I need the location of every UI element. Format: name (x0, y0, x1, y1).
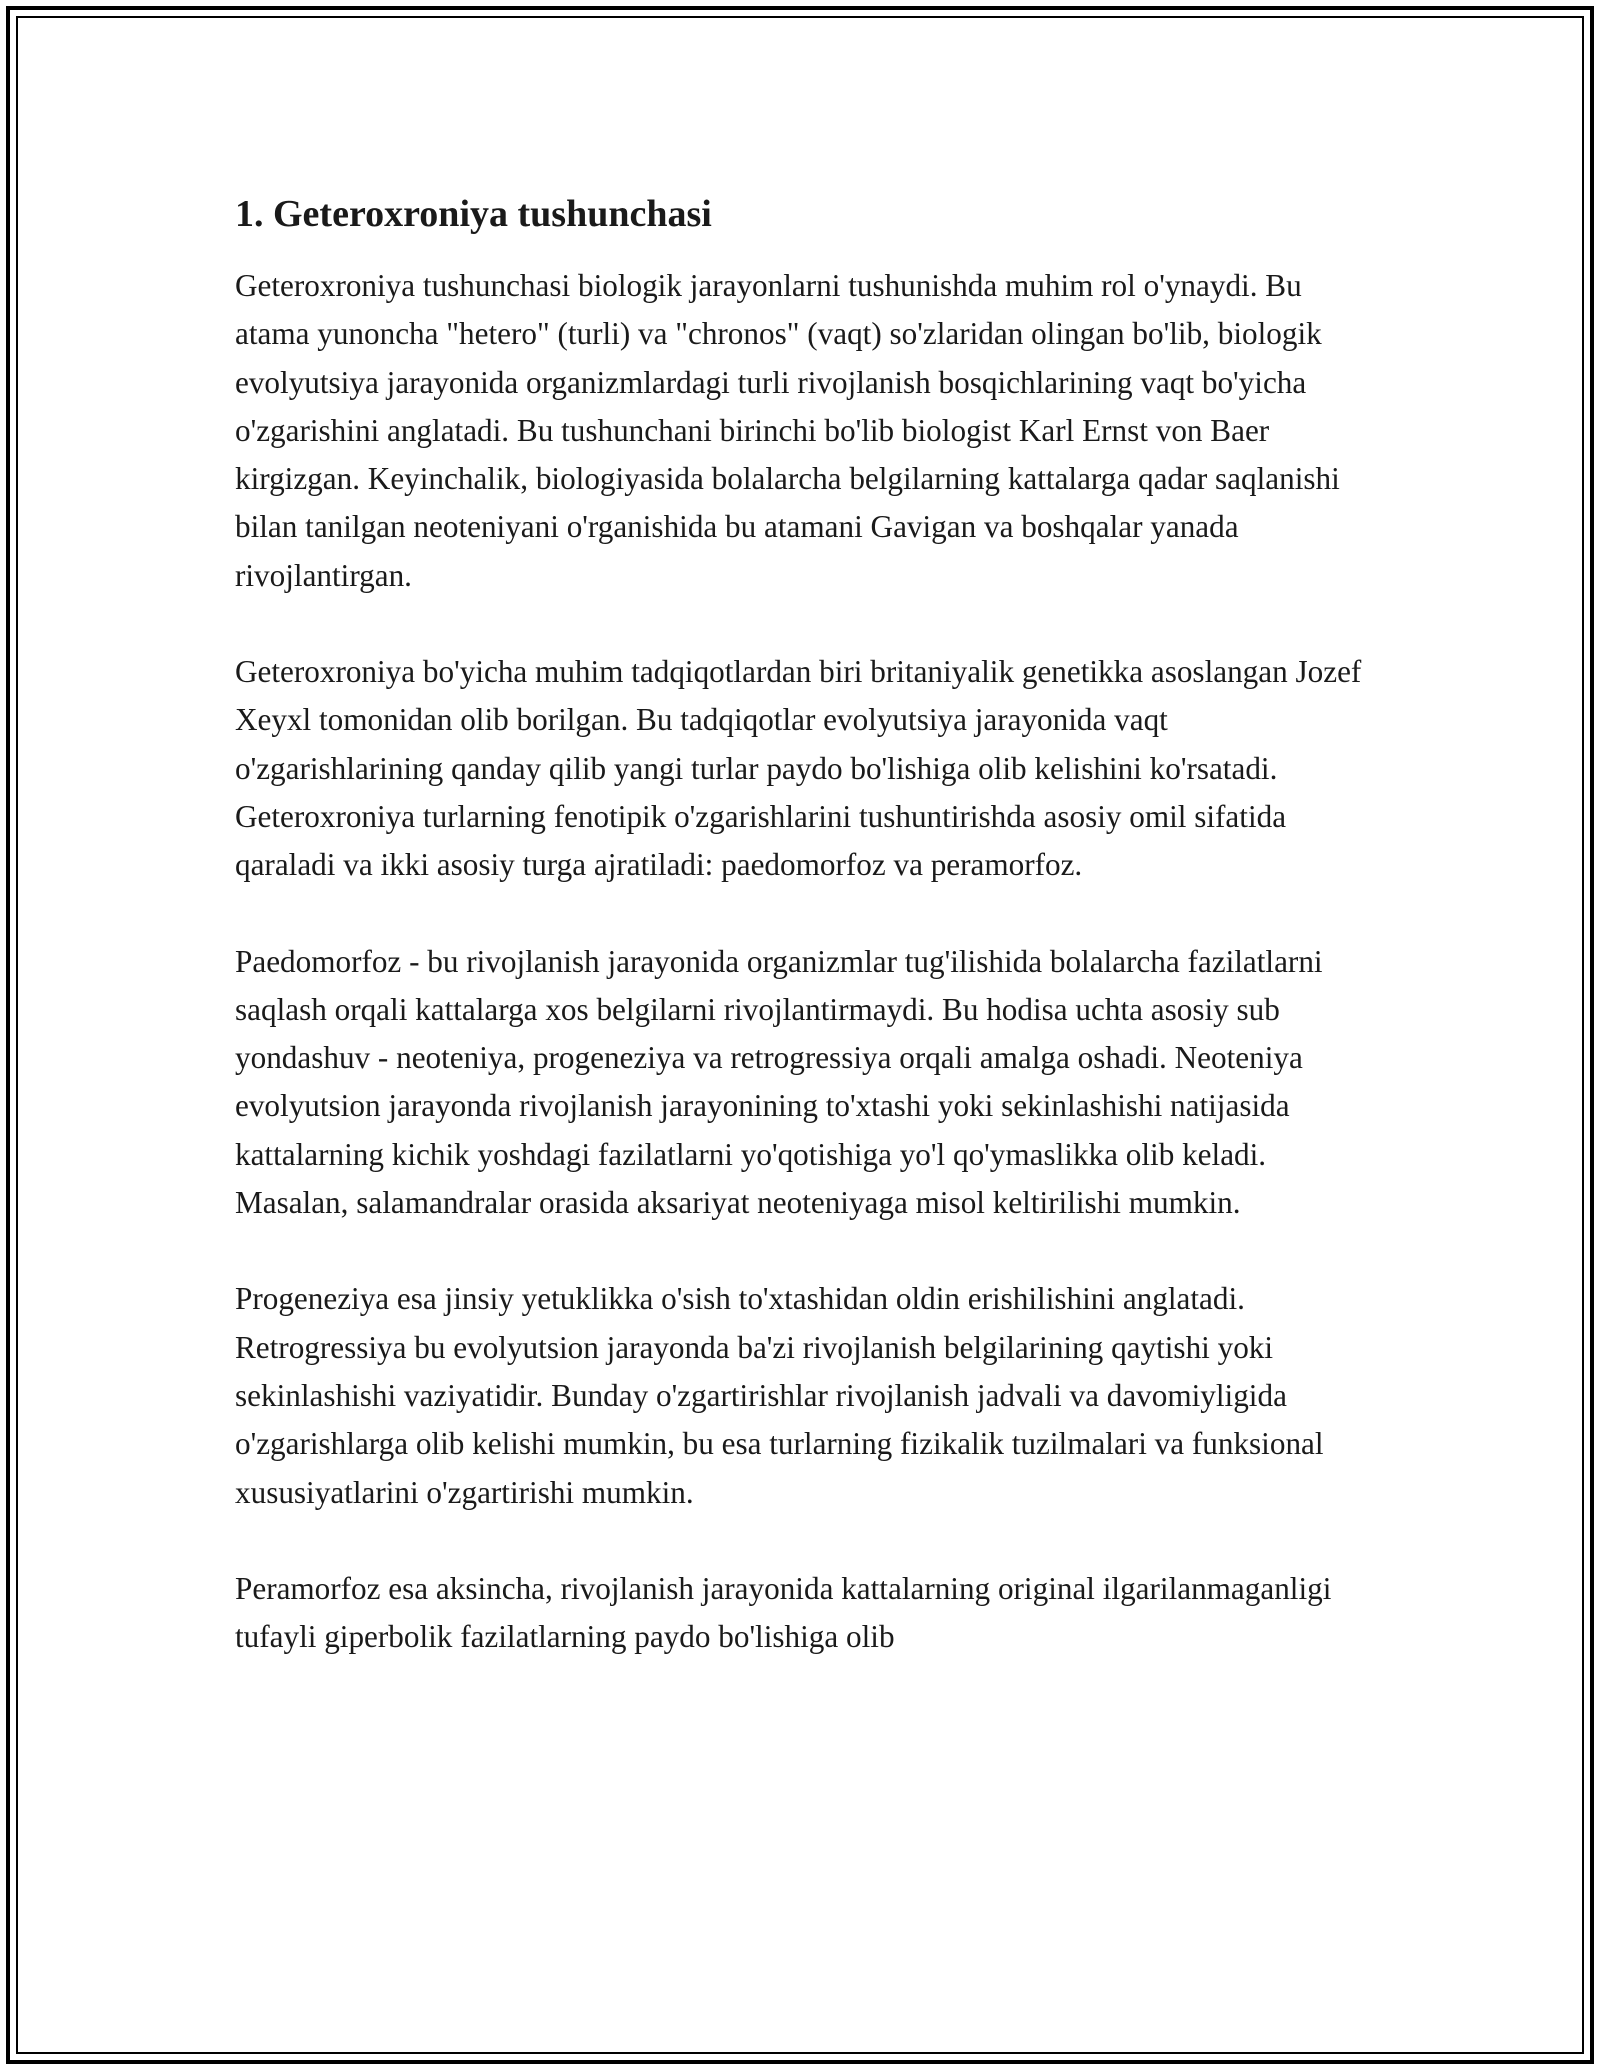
paragraph-intro: Geteroxroniya tushunchasi biologik jarayonlarni tushunishda muhim rol o'ynaydi. Bu atama yunoncha "hetero" (turli) va "chronos" (vaqt) so'zlaridan olingan bo'lib, biologik evolyutsiya jarayonida organizmlardagi turli rivojlanish bosqichlarining vaqt bo'yicha o'zgarishini anglatadi. Bu tushunchani birinchi bo'lib biologist Karl Ernst von Baer kirgizgan. Keyinchalik, biologiyasida bolalarcha belgilarning kattalarga qadar saqlanishi bilan tanilgan neoteniyani o'rganishida bu atamani Gavigan va boshqalar yanada rivojlantirgan. (235, 268, 1340, 593)
paragraph-progenesis: Progeneziya esa jinsiy yetuklikka o'sish to'xtashidan oldin erishilishini anglatadi. Retrogressiya bu evolyutsion jarayonda ba'zi rivojlanish belgilarining qaytishi yoki sekinlashishi vaziyatidir. Bunday o'zgartirishlar rivojlanish jadvali va davomiyligida o'zgarishlarga olib kelishi mumkin, bu esa turlarning fizikalik tuzilmalari va funksional xususiyatlarini o'zgartirishi mumkin. (235, 1281, 1324, 1510)
paragraph-peramorphosis: Peramorfoz esa aksincha, rivojlanish jarayonida kattalarning original ilgarilanmaganligi tufayli giperbolik fazilatlarning paydo bo'lishiga olib (235, 1570, 1332, 1655)
section-heading: 1. Geteroxroniya tushunchasi (235, 193, 712, 235)
paragraph-research: Geteroxroniya bo'yicha muhim tadqiqotlardan biri britaniyalik genetikka asoslangan Jozef Xeyxl tomonidan olib borilgan. Bu tadqiqotlar evolyutsiya jarayonida vaqt o'zgarishlarining qanday qilib yangi turlar paydo bo'lishiga olib kelishini ko'rsatadi. Geteroxroniya turlarning fenotipik o'zgarishlarini tushuntirishda asosiy omil sifatida qaraladi va ikki asosiy turga ajratiladi: paedomorfoz va peramorfoz. (235, 654, 1362, 883)
paragraph-paedomorphosis: Paedomorfoz - bu rivojlanish jarayonida organizmlar tug'ilishida bolalarcha fazilatlarni saqlash orqali kattalarga xos belgilarni rivojlantirmaydi. Bu hodisa uchta asosiy sub yondashuv - neoteniya, progeneziya va retrogressiya orqali amalga oshadi. Neoteniya evolyutsion jarayonda rivojlanish jarayonining to'xtashi yoki sekinlashishi natijasida kattalarning kichik yoshdagi fazilatlarni yo'qotishiga yo'l qo'ymaslikka olib keladi. Masalan, salamandralar orasida aksariyat neoteniyaga misol keltirilishi mumkin. (235, 943, 1323, 1221)
document-body (235, 188, 1365, 1709)
